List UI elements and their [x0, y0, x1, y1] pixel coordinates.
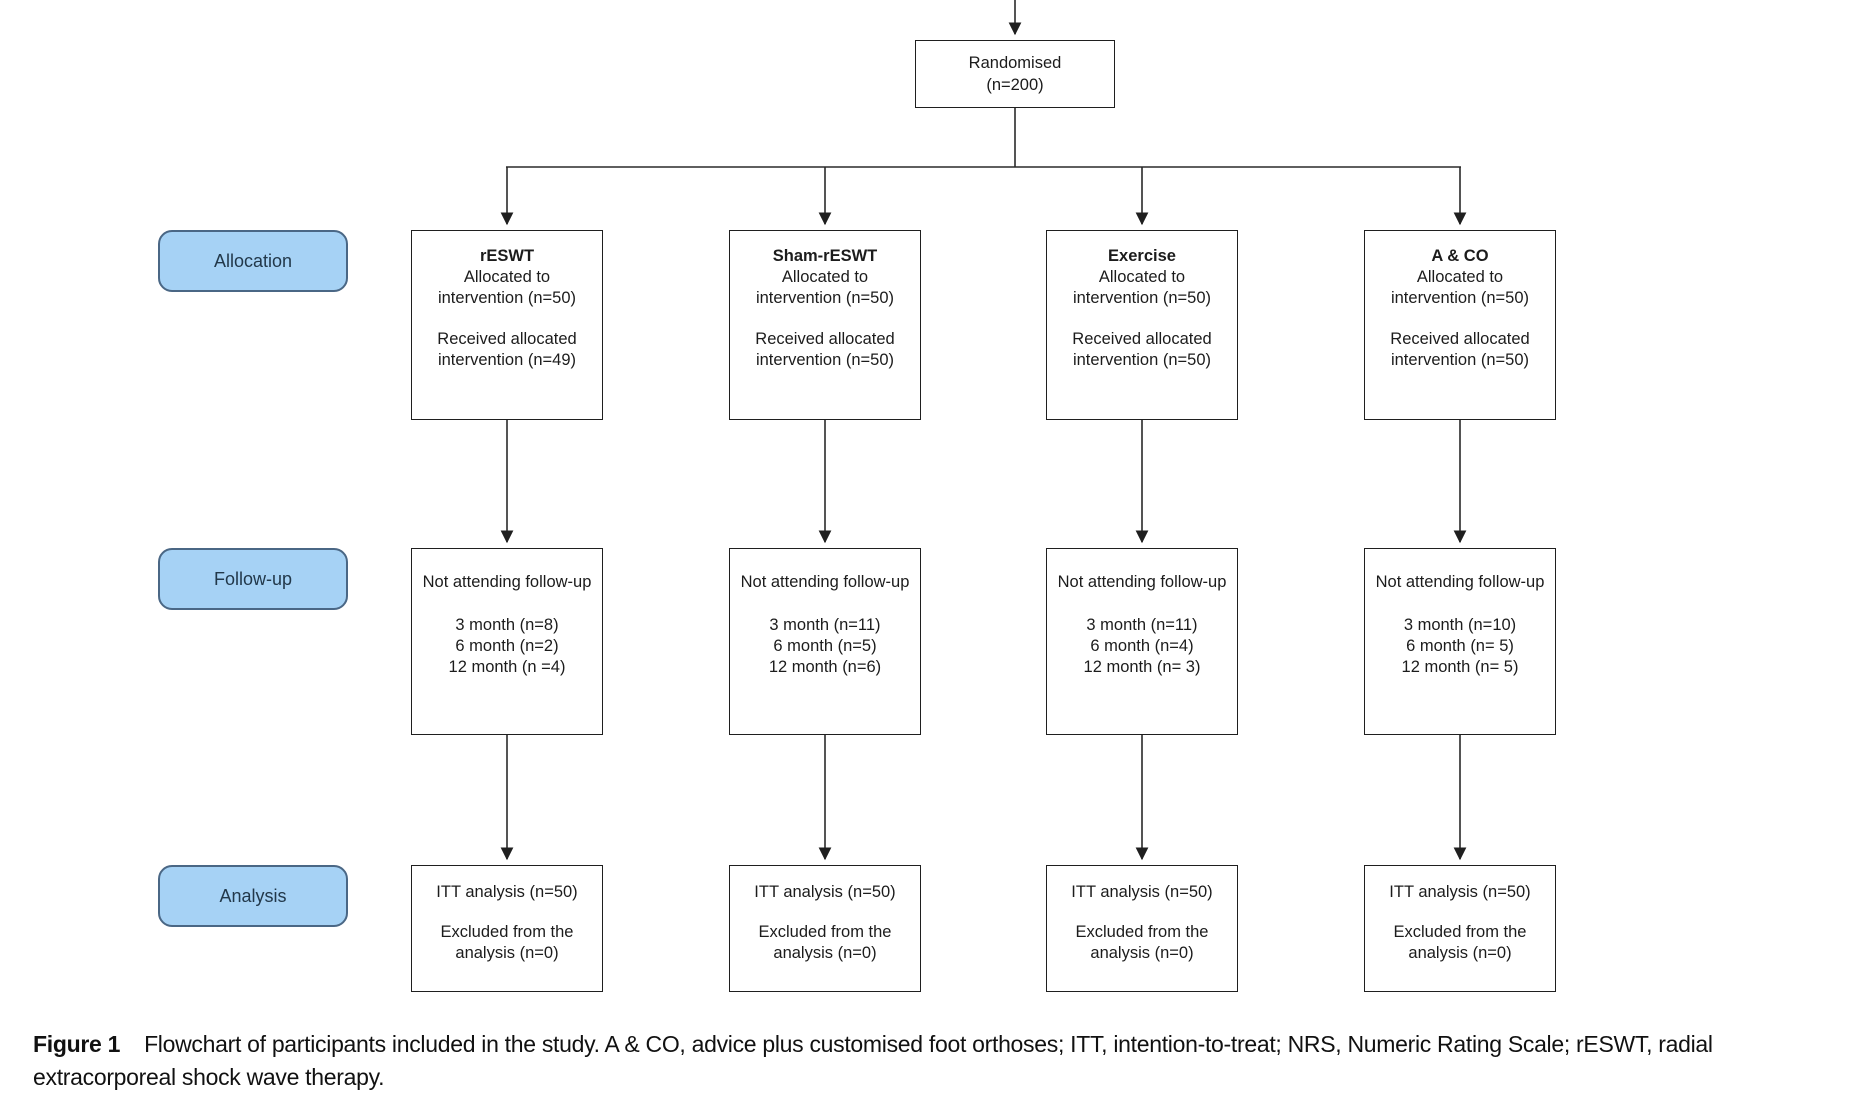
- followup-3month: 3 month (n=11): [769, 616, 881, 634]
- figure-caption-label: Figure 1: [33, 1031, 121, 1057]
- followup-title: Not attending follow-up: [1375, 573, 1545, 591]
- followup-12month: 12 month (n=6): [768, 658, 882, 676]
- arm-title-sham-reswt: Sham-rESWT: [772, 247, 878, 265]
- followup-box-sham-reswt: [729, 548, 921, 735]
- followup-6month: 6 month (n= 5): [1406, 637, 1514, 655]
- followup-12month: 12 month (n= 5): [1401, 658, 1519, 676]
- followup-12month: 12 month (n= 3): [1083, 658, 1201, 676]
- analysis-box-a-and-co: [1364, 865, 1556, 992]
- received-text: Received allocated intervention (n=50): [1390, 330, 1530, 369]
- figure-caption-text: Flowchart of participants included in the study. A & CO, advice plus customised foot orthoses; ITT, intention-to-treat; NRS, Numeric Rating Scale; rESWT, radial extracorporeal shock wave therapy.: [33, 1031, 1713, 1090]
- stage-label-followup: Follow-up: [158, 548, 348, 610]
- excluded-text: Excluded from the analysis (n=0): [1393, 923, 1527, 962]
- itt-text: ITT analysis (n=50): [1389, 883, 1531, 901]
- allocation-box-reswt: [411, 230, 603, 420]
- followup-3month: 3 month (n=8): [455, 616, 559, 634]
- excluded-text: Excluded from the analysis (n=0): [1075, 923, 1209, 962]
- allocated-text: Allocated to intervention (n=50): [1072, 268, 1212, 307]
- followup-6month: 6 month (n=2): [455, 637, 559, 655]
- allocation-box-a-and-co: [1364, 230, 1556, 420]
- analysis-box-reswt: [411, 865, 603, 992]
- allocation-box-exercise: [1046, 230, 1238, 420]
- analysis-box-sham-reswt: [729, 865, 921, 992]
- excluded-text: Excluded from the analysis (n=0): [440, 923, 574, 962]
- received-text: Received allocated intervention (n=50): [755, 330, 895, 369]
- arm-title-a-and-co: A & CO: [1431, 247, 1489, 265]
- followup-3month: 3 month (n=10): [1403, 616, 1517, 634]
- allocated-text: Allocated to intervention (n=50): [437, 268, 577, 307]
- received-text: Received allocated intervention (n=49): [437, 330, 577, 369]
- followup-title: Not attending follow-up: [1057, 573, 1227, 591]
- itt-text: ITT analysis (n=50): [436, 883, 578, 901]
- followup-box-reswt: [411, 548, 603, 735]
- arm-title-reswt: rESWT: [479, 247, 535, 265]
- figure-caption: [33, 1028, 1833, 1094]
- itt-text: ITT analysis (n=50): [754, 883, 896, 901]
- randomised-line2: (n=200): [986, 76, 1044, 94]
- followup-title: Not attending follow-up: [422, 573, 592, 591]
- allocated-text: Allocated to intervention (n=50): [755, 268, 895, 307]
- allocated-text: Allocated to intervention (n=50): [1390, 268, 1530, 307]
- analysis-box-exercise: [1046, 865, 1238, 992]
- randomised-line1: Randomised: [968, 54, 1062, 72]
- followup-box-exercise: [1046, 548, 1238, 735]
- followup-box-a-and-co: [1364, 548, 1556, 735]
- stage-label-analysis: Analysis: [158, 865, 348, 927]
- stage-label-allocation: Allocation: [158, 230, 348, 292]
- followup-12month: 12 month (n =4): [448, 658, 566, 676]
- followup-6month: 6 month (n=5): [773, 637, 877, 655]
- followup-3month: 3 month (n=11): [1086, 616, 1198, 634]
- randomised-box: [915, 40, 1115, 108]
- excluded-text: Excluded from the analysis (n=0): [758, 923, 892, 962]
- allocation-box-sham-reswt: [729, 230, 921, 420]
- followup-title: Not attending follow-up: [740, 573, 910, 591]
- arm-title-exercise: Exercise: [1108, 247, 1176, 265]
- received-text: Received allocated intervention (n=50): [1072, 330, 1212, 369]
- itt-text: ITT analysis (n=50): [1071, 883, 1213, 901]
- followup-6month: 6 month (n=4): [1090, 637, 1194, 655]
